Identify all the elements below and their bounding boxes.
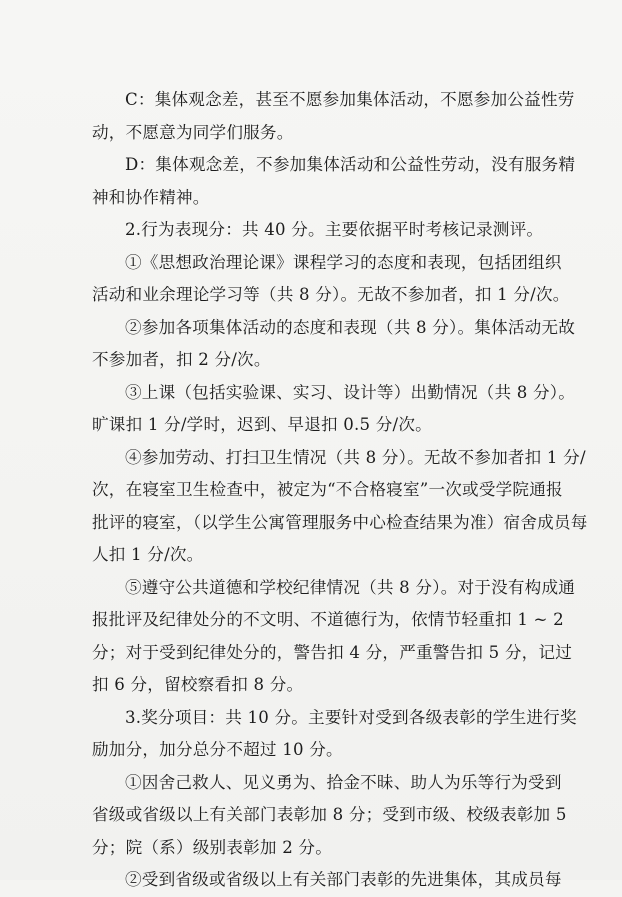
text-line: 人扣 1 分/次。 bbox=[92, 545, 204, 564]
text-line: 神和协作精神。 bbox=[92, 187, 210, 207]
text-line: ②受到省级或省级以上有关部门表彰的先进集体，其成员每 bbox=[125, 870, 562, 889]
text-line: D：集体观念差，不参加集体活动和公益性劳动，没有服务精 bbox=[125, 155, 576, 174]
text-line: 分；院（系）级别表彰加 2 分。 bbox=[92, 837, 333, 857]
text-line: ①因舍己救人、见义勇为、拾金不昧、助人为乐等行为受到 bbox=[125, 772, 562, 792]
text-line: C：集体观念差，甚至不愿参加集体活动，不愿参加公益性劳 bbox=[125, 90, 575, 109]
text-line: 不参加者，扣 2 分/次。 bbox=[92, 350, 271, 369]
text-line: ③上课（包括实验课、实习、设计等）出勤情况（共 8 分）。 bbox=[125, 382, 576, 402]
text-line: ①《思想政治理论课》课程学习的态度和表现，包括团组织 bbox=[125, 252, 562, 272]
text-line: ④参加劳动、打扫卫生情况（共 8 分）。无故不参加者扣 1 分/ bbox=[125, 447, 586, 467]
text-line: 励加分，加分总分不超过 10 分。 bbox=[92, 740, 343, 759]
text-line: 3.奖分项目：共 10 分。主要针对受到各级表彰的学生进行奖 bbox=[125, 707, 577, 727]
text-line: 扣 6 分，留校察看扣 8 分。 bbox=[92, 675, 304, 694]
text-line: 次，在寝室卫生检查中，被定为“不合格寝室”一次或受学院通报 bbox=[92, 480, 563, 499]
text-line: ②参加各项集体活动的态度和表现（共 8 分）。集体活动无故 bbox=[125, 317, 576, 337]
text-line: 报批评及纪律处分的不文明、不道德行为，依情节轻重扣 1 ~ 2 bbox=[92, 610, 564, 629]
text-line: ⑤遵守公共道德和学校纪律情况（共 8 分）。对于没有构成通 bbox=[125, 577, 576, 597]
text-line: 2.行为表现分：共 40 分。主要依据平时考核记录测评。 bbox=[125, 220, 544, 239]
text-line: 分；对于受到纪律处分的，警告扣 4 分，严重警告扣 5 分，记过 bbox=[92, 642, 573, 662]
text-line: 批评的寝室，（以学生公寓管理服务中心检查结果为准）宿舍成员每 bbox=[92, 512, 588, 532]
text-line: 旷课扣 1 分/学时，迟到、早退扣 0.5 分/次。 bbox=[92, 415, 432, 434]
text-line: 活动和业余理论学习等（共 8 分）。无故不参加者，扣 1 分/次。 bbox=[92, 285, 570, 304]
document-body bbox=[92, 84, 588, 897]
text-line: 省级或省级以上有关部门表彰加 8 分；受到市级、校级表彰加 5 bbox=[92, 805, 567, 824]
text-line: 动，不愿意为同学们服务。 bbox=[92, 122, 294, 142]
